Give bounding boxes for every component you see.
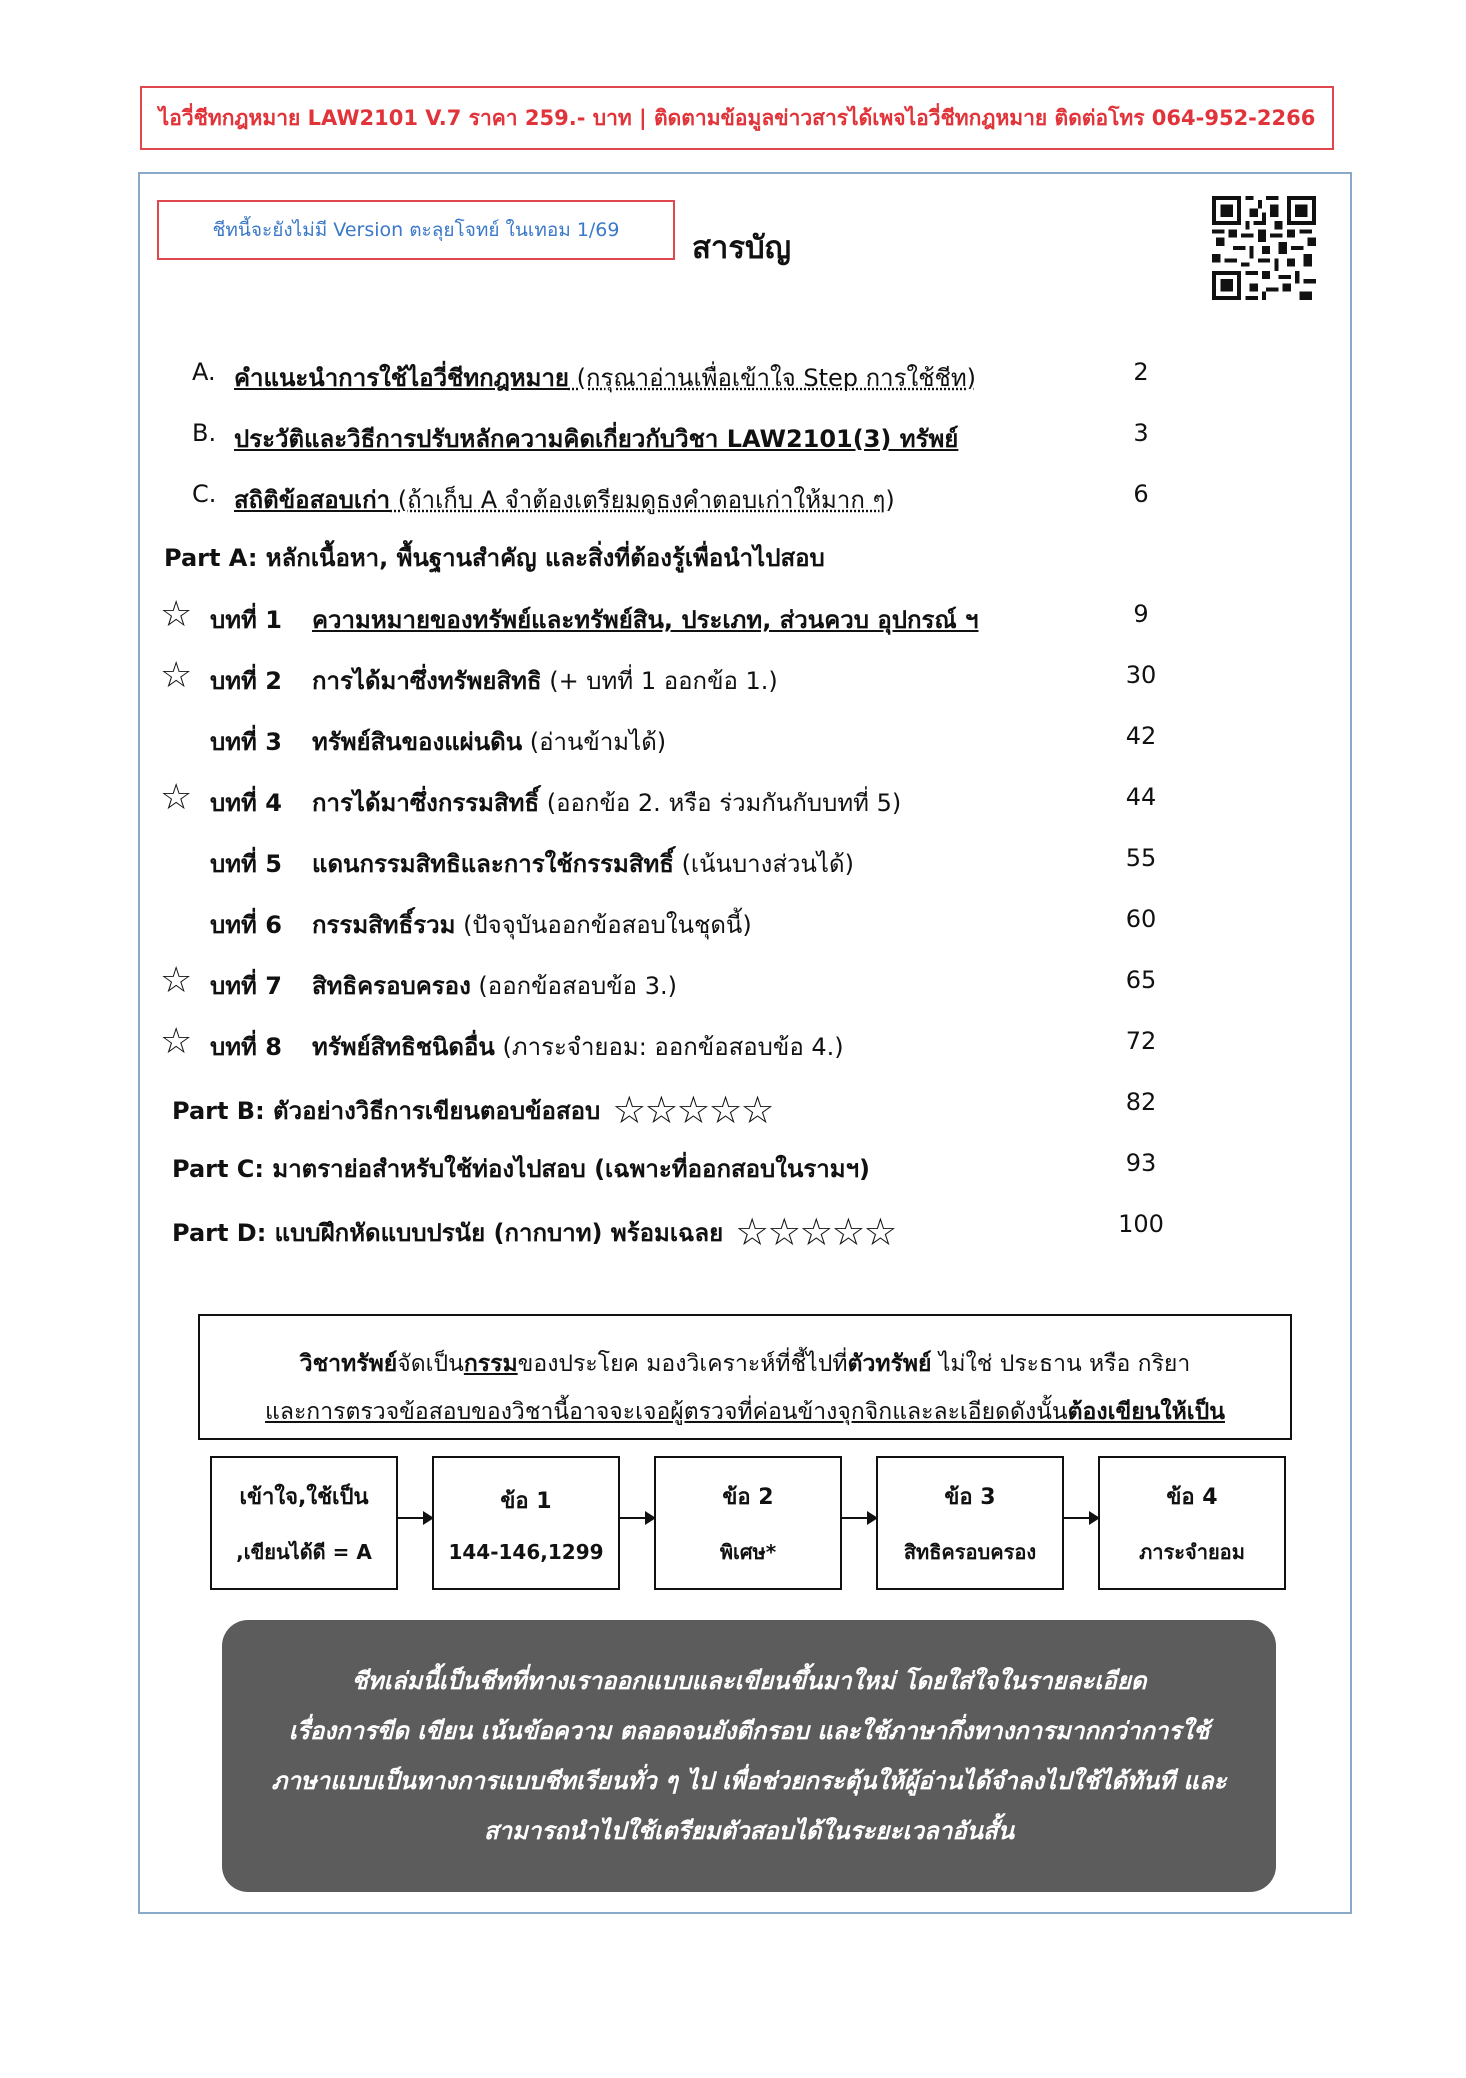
- toc-entry-title: คำแนะนำการใช้ไอวี่ชีทกฎหมาย: [234, 364, 569, 392]
- toc-part-d[interactable]: [172, 1210, 1092, 1254]
- toc-chapter-1[interactable]: [160, 594, 1120, 644]
- summary-line-1: วิชาทรัพย์จัดเป็นกรรมของประโยค มองวิเคราะห์ที่ชี้ไปที่ตัวทรัพย์ ไม่ใช่ ประธาน หรือ กริยา: [299, 1351, 1191, 1377]
- chapter-label: บทที่ 8: [210, 1033, 282, 1061]
- toc-letter: B.: [192, 419, 217, 447]
- star-icon: ☆: [160, 655, 193, 696]
- chapter-label: บทที่ 2: [210, 667, 282, 695]
- toc-chapter-3[interactable]: [160, 722, 1120, 766]
- toc-page-number: 65: [1125, 966, 1157, 994]
- callout-line: สามารถนำไปใช้เตรียมตัวสอบได้ในระยะเวลาอันสั้น: [483, 1817, 1015, 1845]
- summary-line-2: และการตรวจข้อสอบของวิชานี้อาจจะเจอผู้ตรวจที่ค่อนข้างจุกจิกและละเอียดดังนั้นต้องเขียนให้เป็น: [265, 1399, 1225, 1425]
- chapter-label: บทที่ 4: [210, 789, 282, 817]
- toc-entry-title: ประวัติและวิธีการปรับหลักความคิดเกี่ยวกับวิชา LAW2101(3) ทรัพย์: [234, 425, 959, 453]
- toc-page-number: 44: [1125, 783, 1157, 811]
- toc-page-number: 72: [1125, 1027, 1157, 1055]
- toc-page-number: 55: [1125, 844, 1157, 872]
- chapter-title: แดนกรรมสิทธิและการใช้กรรมสิทธิ์: [312, 850, 674, 878]
- star-rating-icon: ☆☆☆☆☆: [612, 1088, 773, 1132]
- flow-arrow: [842, 1517, 876, 1519]
- toc-page-number: 100: [1118, 1210, 1164, 1238]
- star-rating-icon: ☆☆☆☆☆: [735, 1210, 896, 1254]
- qr-code-icon: [1212, 196, 1316, 300]
- toc-page-number: 42: [1125, 722, 1157, 750]
- toc-page-number: 60: [1125, 905, 1157, 933]
- toc-page-number: 3: [1133, 419, 1149, 447]
- toc-page-number: 9: [1133, 600, 1149, 628]
- toc-chapter-2[interactable]: [160, 655, 1120, 705]
- flow-arrow: [1064, 1517, 1098, 1519]
- sheet-description-callout: [222, 1620, 1276, 1892]
- chapter-title: สิทธิครอบครอง: [312, 972, 471, 1000]
- chapter-title: ทรัพย์สินของแผ่นดิน: [312, 728, 523, 756]
- part-a-heading[interactable]: Part A: หลักเนื้อหา, พื้นฐานสำคัญ และสิ่งที่ต้องรู้เพื่อนำไปสอบ: [164, 544, 825, 572]
- flow-arrow: [620, 1517, 654, 1519]
- part-title: Part B: ตัวอย่างวิธีการเขียนตอบข้อสอบ: [172, 1097, 601, 1125]
- flow-step-1: ข้อ 1 144-146,1299: [432, 1456, 620, 1590]
- chapter-note: (เน้นบางส่วนได้): [673, 850, 854, 878]
- chapter-title: กรรมสิทธิ์รวม: [312, 911, 456, 939]
- toc-part-c[interactable]: [172, 1149, 1092, 1193]
- toc-letter: C.: [192, 480, 217, 508]
- star-icon: ☆: [160, 777, 193, 818]
- toc-row-a[interactable]: [192, 358, 1192, 402]
- version-note: ชีทนี้จะยังไม่มี Version ตะลุยโจทย์ ในเทอม 1/69: [157, 200, 675, 260]
- flow-arrow: [398, 1517, 432, 1519]
- flow-step-goal: เข้าใจ,ใช้เป็น ,เขียนได้ดี = A: [210, 1456, 398, 1590]
- flow-step-2: ข้อ 2 พิเศษ*: [654, 1456, 842, 1590]
- toc-entry-title: สถิติข้อสอบเก่า: [234, 486, 391, 514]
- chapter-note: (ออกข้อ 2. หรือ ร่วมกันกับบทที่ 5): [539, 789, 902, 817]
- star-icon: ☆: [160, 594, 193, 635]
- flow-step-3: ข้อ 3 สิทธิครอบครอง: [876, 1456, 1064, 1590]
- chapter-note: (อ่านข้ามได้): [522, 728, 667, 756]
- callout-line: ภาษาแบบเป็นทางการแบบชีทเรียนทั่ว ๆ ไป เพื่อช่วยกระตุ้นให้ผู้อ่านได้จำลงไปใช้ได้ทันที และ: [271, 1767, 1227, 1795]
- toc-row-b[interactable]: [192, 419, 1192, 463]
- chapter-title: ทรัพย์สิทธิชนิดอื่น: [312, 1033, 495, 1061]
- header-banner: ไอวี่ชีทกฎหมาย LAW2101 V.7 ราคา 259.- บาท | ติดตามข้อมูลข่าวสารได้เพจไอวี่ชีทกฎหมาย ติดต่อโทร 064-952-2266: [140, 86, 1334, 150]
- chapter-title: การได้มาซึ่งกรรมสิทธิ์: [312, 789, 540, 817]
- star-icon: ☆: [160, 960, 193, 1001]
- chapter-note: (ปัจจุบันออกข้อสอบในชุดนี้): [455, 911, 752, 939]
- callout-line: ชีทเล่มนี้เป็นชีทที่ทางเราออกแบบและเขียนขึ้นมาใหม่ โดยใส่ใจในรายละเอียด: [351, 1667, 1147, 1695]
- toc-chapter-8[interactable]: [160, 1021, 1120, 1071]
- star-icon: ☆: [160, 1021, 193, 1062]
- subject-summary-box: [198, 1314, 1292, 1440]
- toc-page-number: 82: [1125, 1088, 1157, 1116]
- toc-row-c[interactable]: [192, 480, 1192, 524]
- chapter-label: บทที่ 1: [210, 606, 282, 634]
- chapter-note: (ออกข้อสอบข้อ 3.): [470, 972, 677, 1000]
- toc-entry-note: (กรุณาอ่านเพื่อเข้าใจ Step การใช้ชีท): [568, 364, 977, 392]
- toc-chapter-4[interactable]: [160, 777, 1120, 827]
- chapter-title: การได้มาซึ่งทรัพยสิทธิ: [312, 667, 542, 695]
- chapter-note: (ภาระจำยอม: ออกข้อสอบข้อ 4.): [494, 1033, 844, 1061]
- part-title: Part D: แบบฝึกหัดแบบปรนัย (กากบาท) พร้อมเฉลย: [172, 1219, 724, 1247]
- toc-chapter-6[interactable]: [160, 905, 1120, 949]
- chapter-label: บทที่ 6: [210, 911, 282, 939]
- chapter-note: (+ บทที่ 1 ออกข้อ 1.): [541, 667, 778, 695]
- chapter-label: บทที่ 5: [210, 850, 282, 878]
- toc-chapter-5[interactable]: [160, 844, 1120, 888]
- chapter-label: บทที่ 7: [210, 972, 282, 1000]
- toc-chapter-7[interactable]: [160, 960, 1120, 1010]
- toc-entry-note: (ถ้าเก็บ A จำต้องเตรียมดูธงคำตอบเก่าให้มาก ๆ): [390, 486, 895, 514]
- callout-line: เรื่องการขีด เขียน เน้นข้อความ ตลอดจนยังตีกรอบ และใช้ภาษากึ่งทางการมากกว่าการใช้: [288, 1717, 1210, 1745]
- toc-letter: A.: [192, 358, 216, 386]
- toc-page-number: 2: [1133, 358, 1149, 386]
- toc-part-b[interactable]: [172, 1088, 1092, 1132]
- toc-page-number: 30: [1125, 661, 1157, 689]
- toc-page-number: 6: [1133, 480, 1149, 508]
- chapter-label: บทที่ 3: [210, 728, 282, 756]
- toc-title: สารบัญ: [692, 230, 792, 266]
- flow-step-4: ข้อ 4 ภาระจำยอม: [1098, 1456, 1286, 1590]
- toc-page-number: 93: [1125, 1149, 1157, 1177]
- part-title: Part C: มาตราย่อสำหรับใช้ท่องไปสอบ (เฉพาะที่ออกสอบในรามฯ): [172, 1155, 871, 1183]
- chapter-title: ความหมายของทรัพย์และทรัพย์สิน, ประเภท, ส่วนควบ อุปกรณ์ ฯ: [312, 606, 979, 634]
